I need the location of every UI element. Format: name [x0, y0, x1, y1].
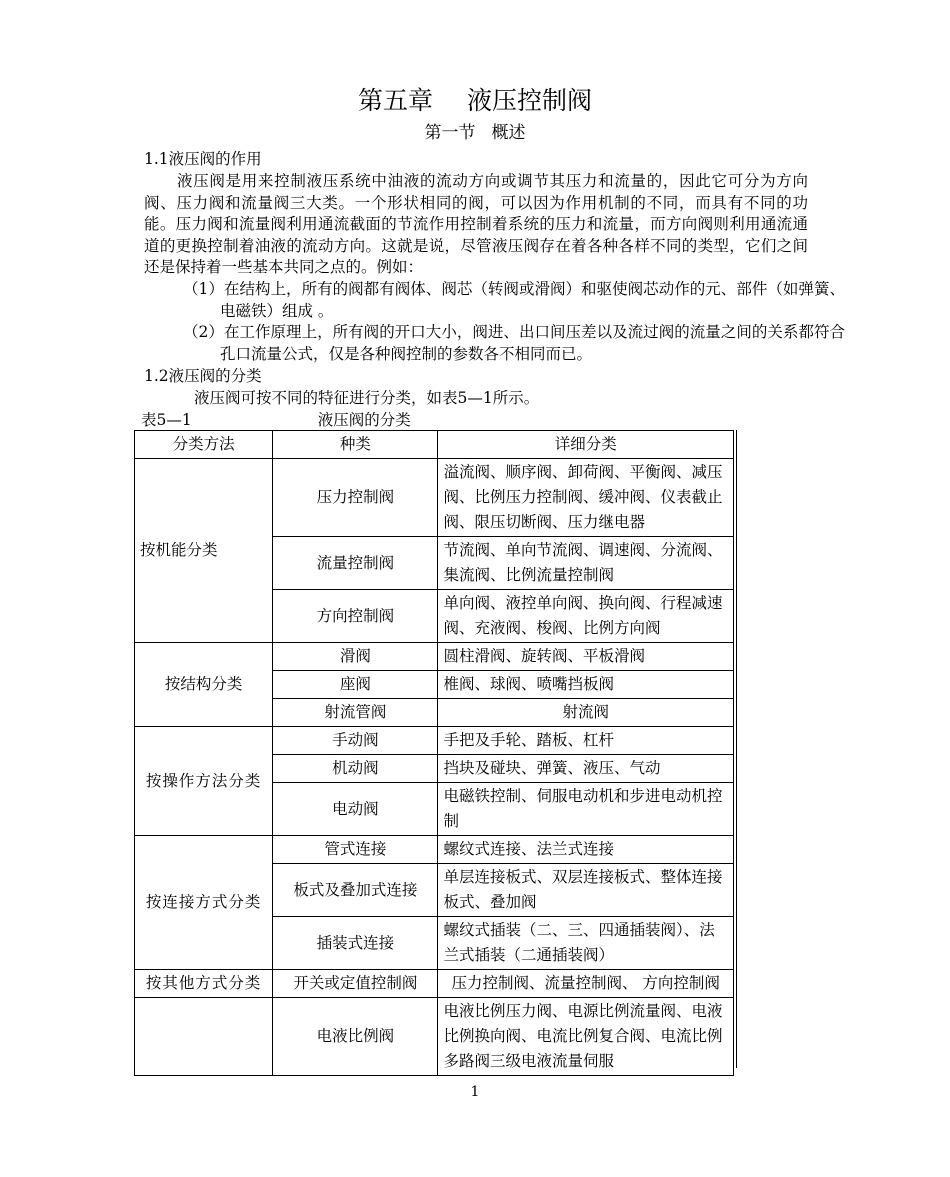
- table-number: 表5—1: [141, 411, 192, 429]
- table-caption-text: 液压阀的分类: [317, 411, 411, 429]
- kind-cell: 座阀: [273, 671, 438, 699]
- detail-cell: 溢流阀、顺序阀、卸荷阀、平衡阀、减压阀、比例压力控制阀、缓冲阀、仪表截止阀、限压切断阀、压力继电器: [438, 459, 734, 537]
- detail-cell: 压力控制阀、流量控制阀、 方向控制阀: [438, 970, 734, 998]
- list-item-principle: （2）在工作原理上，所有阀的开口大小，阀进、出口间压差以及流过阀的流量之间的关系都符合孔口流量公式，仅是各种阀控制的参数各不相同而已。: [183, 323, 845, 363]
- kind-cell: 滑阀: [273, 643, 438, 671]
- chapter-label: 第五章: [357, 86, 433, 115]
- method-cell: 按其他方式分类: [135, 970, 273, 998]
- kind-cell: 管式连接: [273, 836, 438, 864]
- detail-cell: 电磁铁控制、伺服电动机和步进电动机控制: [438, 783, 734, 836]
- chapter-title: [0, 84, 950, 118]
- method-cell: 按机能分类: [135, 459, 273, 643]
- table-caption: [141, 410, 741, 432]
- paragraph-1-1: 液压阀是用来控制液压系统中油液的流动方向或调节其压力和流量的，因此它可分为方向阀、压力阀和流量阀三大类。一个形状相同的阀，可以因为作用机制的不同，而具有不同的功能。压力阀和流量阀利用通流截面的节流作用控制着系统的压力和流量，而方向阀则利用通流通道的更换控制着油液的流动方向。这就是说，尽管液压阀存在着各种各样不同的类型，它们之间还是保持着一些基本共同之点的。例如：: [144, 172, 808, 276]
- method-cell: [135, 998, 273, 1076]
- kind-cell: 压力控制阀: [273, 459, 438, 537]
- header-kind: 种类: [273, 431, 438, 459]
- section-label: 第一节: [424, 123, 476, 143]
- table-row: [135, 643, 734, 671]
- table-header-row: [135, 431, 734, 459]
- method-cell: 按操作方法分类: [135, 727, 273, 836]
- detail-cell: 射流阀: [438, 699, 734, 727]
- page-number: 1: [470, 1084, 480, 1100]
- table-row: [135, 998, 734, 1076]
- kind-cell: 板式及叠加式连接: [273, 864, 438, 917]
- kind-cell: 插装式连接: [273, 917, 438, 970]
- detail-cell: 椎阀、球阀、喷嘴挡板阀: [438, 671, 734, 699]
- detail-cell: 手把及手轮、踏板、杠杆: [438, 727, 734, 755]
- kind-cell: 机动阀: [273, 755, 438, 783]
- header-detail: 详细分类: [438, 431, 734, 459]
- heading-1-1: 1.1液压阀的作用: [144, 150, 262, 168]
- detail-cell: 单向阀、液控单向阀、换向阀、行程减速阀、充液阀、梭阀、比例方向阀: [438, 590, 734, 643]
- kind-cell: 流量控制阀: [273, 537, 438, 590]
- method-cell: 按结构分类: [135, 643, 273, 727]
- detail-cell: 单层连接板式、双层连接板式、整体连接板式、叠加阀: [438, 864, 734, 917]
- table-outer-border: [736, 430, 737, 1068]
- chapter-title-text: 液压控制阀: [467, 86, 593, 115]
- table-row: [135, 970, 734, 998]
- detail-cell: 电液比例压力阀、电源比例流量阀、电液比例换向阀、电流比例复合阀、电流比例多路阀三级电液流量伺服: [438, 998, 734, 1076]
- list-item-structure: （1）在结构上，所有的阀都有阀体、阀芯（转阀或滑阀）和驱使阀芯动作的元、部件（如弹簧、电磁铁）组成 。: [183, 280, 845, 320]
- detail-cell: 圆柱滑阀、旋转阀、平板滑阀: [438, 643, 734, 671]
- table-row: [135, 727, 734, 755]
- table-row: [135, 836, 734, 864]
- detail-cell: 节流阀、单向节流阀、调速阀、分流阀、集流阀、比例流量控制阀: [438, 537, 734, 590]
- valve-classification-table: [134, 430, 734, 1076]
- kind-cell: 电动阀: [273, 783, 438, 836]
- heading-1-2: 1.2液压阀的分类: [144, 367, 262, 385]
- kind-cell: 方向控制阀: [273, 590, 438, 643]
- kind-cell: 射流管阀: [273, 699, 438, 727]
- kind-cell: 开关或定值控制阀: [273, 970, 438, 998]
- section-title-text: 概述: [491, 123, 526, 143]
- method-cell: 按连接方式分类: [135, 836, 273, 970]
- table-row: [135, 459, 734, 537]
- header-method: 分类方法: [135, 431, 273, 459]
- detail-cell: 螺纹式插装（二、三、四通插装阀）、法兰式插装（二通插装阀）: [438, 917, 734, 970]
- paragraph-1-2: 液压阀可按不同的特征进行分类，如表5—1所示。: [194, 389, 540, 407]
- kind-cell: 电液比例阀: [273, 998, 438, 1076]
- detail-cell: 挡块及碰块、弹簧、液压、气动: [438, 755, 734, 783]
- detail-cell: 螺纹式连接、法兰式连接: [438, 836, 734, 864]
- section-title: [0, 121, 950, 145]
- kind-cell: 手动阀: [273, 727, 438, 755]
